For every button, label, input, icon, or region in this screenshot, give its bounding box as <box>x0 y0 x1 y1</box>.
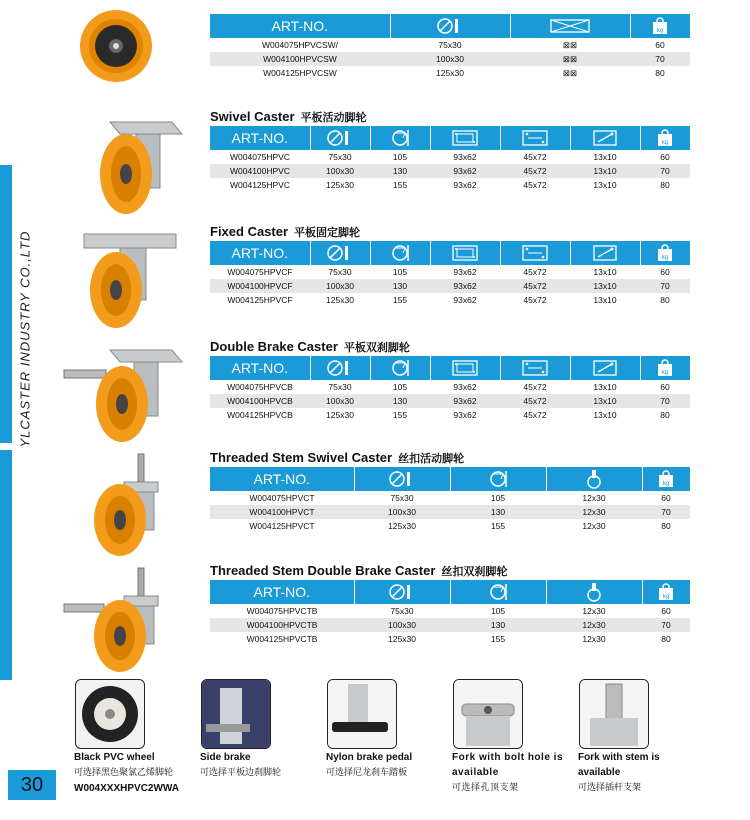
size-icon <box>389 584 415 600</box>
section-title-cn: 丝扣双刹脚轮 <box>441 565 508 578</box>
load-icon <box>656 359 674 377</box>
header-height-icon <box>370 356 430 380</box>
header-size-icon <box>310 126 370 150</box>
size-icon <box>327 245 353 261</box>
page-number: 30 <box>8 770 56 800</box>
section-wheel <box>210 14 690 80</box>
option-title-cn: 可选择黑色聚氯乙烯脚轮 <box>74 768 174 778</box>
table-cell: 125x30 <box>310 293 370 307</box>
section-title-en: Swivel Caster <box>210 109 295 124</box>
cell-width-mark: ⊠⊠ <box>510 38 630 52</box>
cell-size: 125x30 <box>390 66 510 80</box>
table-cell: 70 <box>642 505 690 519</box>
svg-text:kg: kg <box>662 254 669 261</box>
table-cell: W004075HPVCTB <box>210 604 354 618</box>
table-cell: 13x10 <box>570 408 640 422</box>
table-cell: 45x72 <box>500 164 570 178</box>
header-art-no: ART-NO. <box>210 126 310 150</box>
svg-text:kg: kg <box>663 480 670 487</box>
header-wheel-width-icon <box>510 14 630 38</box>
side-accent-bar-bottom <box>0 450 12 680</box>
table-cell: 130 <box>370 164 430 178</box>
table-row <box>210 164 690 178</box>
table-cell: 130 <box>370 279 430 293</box>
section-title-cn: 平板固定脚轮 <box>294 226 361 239</box>
section-title <box>210 338 690 356</box>
section-title-cn: 平板活动脚轮 <box>300 111 367 124</box>
svg-text:kg: kg <box>662 369 669 376</box>
table-cell: W004125HPVCB <box>210 408 310 422</box>
table-row <box>210 632 690 646</box>
cell-art-no: W004125HPVCSW <box>210 66 390 80</box>
table-cell: 45x72 <box>500 279 570 293</box>
svg-text:kg: kg <box>657 27 664 34</box>
table-cell: W004100HPVC <box>210 164 310 178</box>
table-cell: W004125HPVCF <box>210 293 310 307</box>
header-art-no: ART-NO. <box>210 580 354 604</box>
table-cell: 75x30 <box>354 491 450 505</box>
table-cell: 130 <box>370 394 430 408</box>
cell-width-mark: ⊠⊠ <box>510 66 630 80</box>
option-caption-nylon-pedal <box>326 750 451 781</box>
table-cell: 93x62 <box>430 408 500 422</box>
bolt-icon <box>593 245 617 261</box>
table-cell: 93x62 <box>430 293 500 307</box>
section-title-cn: 平板双刹脚轮 <box>343 341 410 354</box>
header-load-icon <box>640 126 690 150</box>
table-row <box>210 505 690 519</box>
table-row <box>210 394 690 408</box>
header-height-icon <box>450 467 546 491</box>
table-cell: 155 <box>370 178 430 192</box>
spec-table <box>210 241 690 307</box>
table-cell: 60 <box>640 265 690 279</box>
cell-load: 80 <box>630 66 690 80</box>
option-image-bolt-hole-fork <box>453 679 523 749</box>
header-plate-icon <box>430 126 500 150</box>
table-cell: 100x30 <box>310 164 370 178</box>
bolt-icon <box>593 130 617 146</box>
table-cell: 80 <box>640 408 690 422</box>
table-cell: 13x10 <box>570 164 640 178</box>
option-code: W004XXXHPVC2WWA <box>74 783 180 794</box>
stem-icon <box>585 582 603 602</box>
header-height-icon <box>370 241 430 265</box>
section-fixed <box>210 223 690 307</box>
header-size-icon <box>354 467 450 491</box>
header-size-icon <box>310 241 370 265</box>
table-cell: W004075HPVCT <box>210 491 354 505</box>
table-cell: 12x30 <box>546 604 642 618</box>
table-cell: 93x62 <box>430 164 500 178</box>
table-cell: 45x72 <box>500 178 570 192</box>
header-stem-icon <box>546 580 642 604</box>
size-icon <box>327 130 353 146</box>
table-cell: W004100HPVCTB <box>210 618 354 632</box>
table-cell: 130 <box>450 618 546 632</box>
table-cell: 12x30 <box>546 491 642 505</box>
header-stem-icon <box>546 467 642 491</box>
table-cell: 45x72 <box>500 150 570 164</box>
header-bolt-icon <box>570 356 640 380</box>
table-cell: 13x10 <box>570 394 640 408</box>
header-art-no: ART-NO. <box>210 356 310 380</box>
header-height-icon <box>370 126 430 150</box>
table-cell: 105 <box>370 380 430 394</box>
table-cell: 45x72 <box>500 394 570 408</box>
product-image-wheel <box>78 8 154 84</box>
bolt-icon <box>593 360 617 376</box>
table-cell: 70 <box>642 618 690 632</box>
table-row <box>210 408 690 422</box>
table-cell: 155 <box>370 408 430 422</box>
spec-table <box>210 580 690 646</box>
load-icon <box>657 470 675 488</box>
option-title: Fork with stem is available <box>578 752 660 778</box>
table-cell: 80 <box>642 632 690 646</box>
header-size-icon <box>310 356 370 380</box>
table-cell: 12x30 <box>546 632 642 646</box>
product-image-brake <box>62 340 186 446</box>
table-cell: 45x72 <box>500 380 570 394</box>
table-cell: 60 <box>640 150 690 164</box>
cell-width-mark: ⊠⊠ <box>510 52 630 66</box>
table-cell: 155 <box>370 293 430 307</box>
height-icon <box>487 470 509 488</box>
table-cell: 60 <box>642 491 690 505</box>
table-row <box>210 38 690 52</box>
option-caption-side-brake <box>200 750 325 781</box>
table-cell: 75x30 <box>354 604 450 618</box>
table-row <box>210 150 690 164</box>
section-swivel <box>210 108 690 192</box>
load-icon <box>656 129 674 147</box>
cell-size: 75x30 <box>390 38 510 52</box>
table-row <box>210 279 690 293</box>
product-image-fixed <box>76 228 186 334</box>
option-title: Fork with bolt hole is available <box>452 752 563 778</box>
table-cell: 125x30 <box>310 178 370 192</box>
option-image-side-brake <box>201 679 271 749</box>
option-caption-bolt-hole-fork <box>452 750 570 796</box>
option-title-cn: 可选择平板边刹脚轮 <box>200 768 282 778</box>
header-plate-icon <box>430 356 500 380</box>
option-title-cn: 可选择插杆支架 <box>578 783 642 793</box>
table-cell: 93x62 <box>430 150 500 164</box>
table-cell: 45x72 <box>500 408 570 422</box>
table-cell: 60 <box>640 380 690 394</box>
option-title: Side brake <box>200 752 251 763</box>
table-row <box>210 604 690 618</box>
side-accent-bar-top <box>0 165 12 443</box>
height-icon <box>389 359 411 377</box>
table-cell: 155 <box>450 519 546 533</box>
height-icon <box>389 129 411 147</box>
header-bolt-icon <box>570 126 640 150</box>
cell-load: 60 <box>630 38 690 52</box>
header-bolt-icon <box>570 241 640 265</box>
size-icon <box>389 471 415 487</box>
table-cell: 93x62 <box>430 380 500 394</box>
header-load-icon <box>630 14 690 38</box>
header-plate-icon <box>430 241 500 265</box>
option-title-cn: 可选择尼龙刹车踏板 <box>326 768 408 778</box>
table-cell: 100x30 <box>310 279 370 293</box>
svg-text:kg: kg <box>663 593 670 600</box>
table-cell: 70 <box>640 164 690 178</box>
header-size-icon <box>390 14 510 38</box>
table-cell: 105 <box>450 491 546 505</box>
section-title <box>210 108 690 126</box>
table-cell: W004100HPVCB <box>210 394 310 408</box>
table-cell: 93x62 <box>430 178 500 192</box>
table-row <box>210 618 690 632</box>
header-height-icon <box>450 580 546 604</box>
table-cell: 125x30 <box>354 519 450 533</box>
table-cell: 60 <box>642 604 690 618</box>
header-holes-icon <box>500 241 570 265</box>
option-title-cn: 可选择孔顶支架 <box>452 783 519 793</box>
table-cell: W004075HPVC <box>210 150 310 164</box>
table-cell: 13x10 <box>570 150 640 164</box>
cell-art-no: W004075HPVCSW/ <box>210 38 390 52</box>
cell-size: 100x30 <box>390 52 510 66</box>
table-cell: W004075HPVCB <box>210 380 310 394</box>
header-load-icon <box>640 241 690 265</box>
table-cell: 13x10 <box>570 265 640 279</box>
option-image-stem-fork <box>579 679 649 749</box>
holes-icon <box>522 130 548 146</box>
table-row <box>210 52 690 66</box>
table-cell: W004125HPVC <box>210 178 310 192</box>
table-cell: 13x10 <box>570 178 640 192</box>
table-cell: W004125HPVCT <box>210 519 354 533</box>
table-cell: 45x72 <box>500 265 570 279</box>
option-caption-black-wheel <box>74 750 199 796</box>
table-cell: 105 <box>370 150 430 164</box>
header-art-no: ART-NO. <box>210 467 354 491</box>
section-title <box>210 223 690 241</box>
spec-table <box>210 126 690 192</box>
spec-table-wheel <box>210 14 690 80</box>
section-title <box>210 562 690 580</box>
table-cell: 70 <box>640 279 690 293</box>
company-name: YLCASTER INDUSTRY CO.,LTD <box>17 230 33 448</box>
section-double-brake <box>210 338 690 422</box>
table-cell: 100x30 <box>354 618 450 632</box>
table-cell: 13x10 <box>570 380 640 394</box>
header-art-no: ART-NO. <box>210 14 390 38</box>
table-cell: 12x30 <box>546 618 642 632</box>
size-icon <box>327 360 353 376</box>
table-cell: 13x10 <box>570 279 640 293</box>
product-image-swivel <box>76 112 186 218</box>
section-title <box>210 449 690 467</box>
header-holes-icon <box>500 356 570 380</box>
stem-icon <box>585 469 603 489</box>
table-cell: 93x62 <box>430 265 500 279</box>
table-cell: 80 <box>640 293 690 307</box>
table-row <box>210 491 690 505</box>
table-row <box>210 519 690 533</box>
header-load-icon <box>642 467 690 491</box>
svg-text:kg: kg <box>662 139 669 146</box>
table-row <box>210 293 690 307</box>
header-load-icon <box>640 356 690 380</box>
table-cell: 105 <box>370 265 430 279</box>
table-cell: W004100HPVCT <box>210 505 354 519</box>
table-cell: 130 <box>450 505 546 519</box>
table-cell: 80 <box>642 519 690 533</box>
section-threaded-stem <box>210 449 690 533</box>
option-title: Black PVC wheel <box>74 752 155 763</box>
table-row <box>210 178 690 192</box>
spec-table <box>210 467 690 533</box>
table-cell: 75x30 <box>310 150 370 164</box>
cell-load: 70 <box>630 52 690 66</box>
holes-icon <box>522 360 548 376</box>
section-threaded-stem-brake <box>210 562 690 646</box>
option-image-black-wheel <box>75 679 145 749</box>
table-cell: 93x62 <box>430 279 500 293</box>
holes-icon <box>522 245 548 261</box>
table-cell: 12x30 <box>546 519 642 533</box>
wheel-width-icon <box>550 19 590 33</box>
size-icon <box>437 18 463 34</box>
table-cell: 12x30 <box>546 505 642 519</box>
load-icon <box>657 583 675 601</box>
table-cell: 155 <box>450 632 546 646</box>
header-load-icon <box>642 580 690 604</box>
header-size-icon <box>354 580 450 604</box>
option-image-nylon-pedal <box>327 679 397 749</box>
table-cell: 70 <box>640 394 690 408</box>
table-cell: W004075HPVCF <box>210 265 310 279</box>
section-title-en: Threaded Stem Swivel Caster <box>210 450 393 465</box>
table-cell: 93x62 <box>430 394 500 408</box>
table-row <box>210 265 690 279</box>
option-caption-stem-fork <box>578 750 678 796</box>
header-holes-icon <box>500 126 570 150</box>
section-title-en: Threaded Stem Double Brake Caster <box>210 563 436 578</box>
table-cell: 125x30 <box>310 408 370 422</box>
section-title-cn: 丝扣活动脚轮 <box>398 452 465 465</box>
cell-art-no: W004100HPVCSW <box>210 52 390 66</box>
table-cell: W004125HPVCTB <box>210 632 354 646</box>
height-icon <box>389 244 411 262</box>
product-image-stem-brake <box>62 566 178 674</box>
table-cell: 105 <box>450 604 546 618</box>
table-cell: 75x30 <box>310 380 370 394</box>
table-cell: 100x30 <box>354 505 450 519</box>
height-icon <box>487 583 509 601</box>
option-title: Nylon brake pedal <box>326 752 413 763</box>
header-art-no: ART-NO. <box>210 241 310 265</box>
spec-table <box>210 356 690 422</box>
section-title-en: Fixed Caster <box>210 224 289 239</box>
table-row <box>210 66 690 80</box>
table-cell: 80 <box>640 178 690 192</box>
table-cell: 13x10 <box>570 293 640 307</box>
table-cell: 45x72 <box>500 293 570 307</box>
plate-icon <box>452 245 478 261</box>
plate-icon <box>452 360 478 376</box>
section-title-en: Double Brake Caster <box>210 339 338 354</box>
plate-icon <box>452 130 478 146</box>
load-icon <box>656 244 674 262</box>
table-cell: 75x30 <box>310 265 370 279</box>
weight-icon <box>651 17 669 35</box>
table-cell: 125x30 <box>354 632 450 646</box>
table-cell: 100x30 <box>310 394 370 408</box>
product-image-stem <box>78 452 178 558</box>
table-cell: W004100HPVCF <box>210 279 310 293</box>
table-row <box>210 380 690 394</box>
